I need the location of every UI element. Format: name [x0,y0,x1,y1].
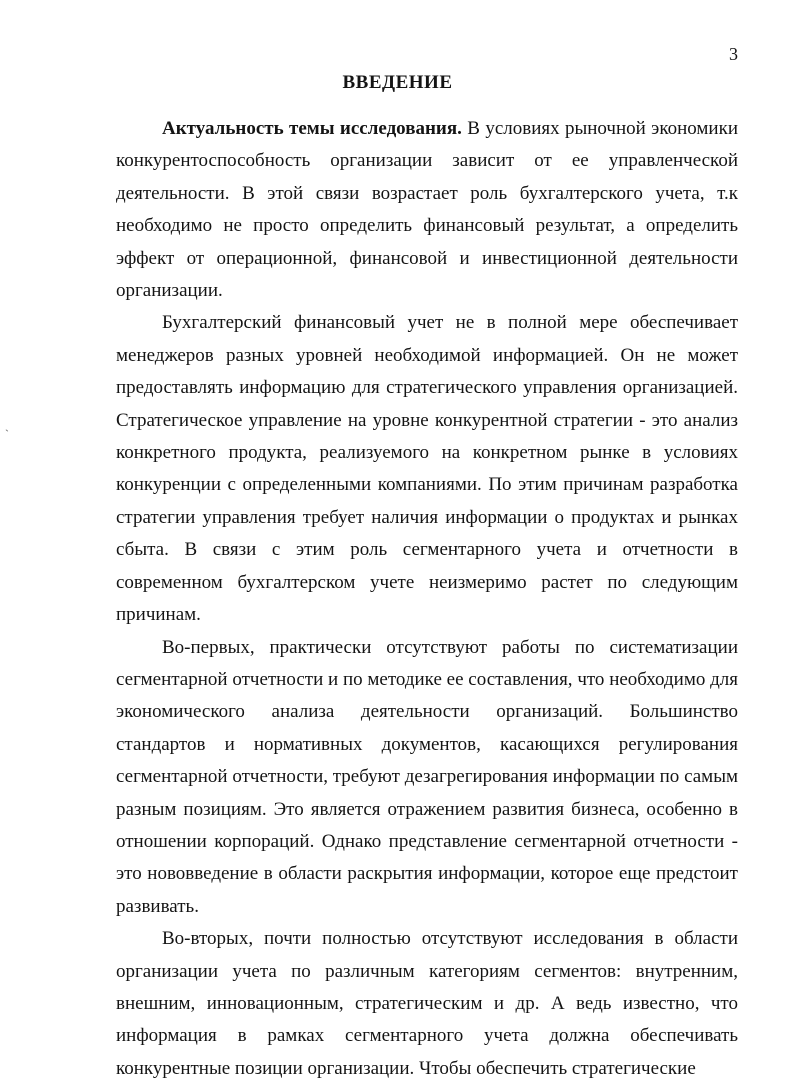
document-body [116,113,738,1085]
paragraph-1 [116,113,738,307]
paragraph-3: Во-первых, практически отсутствуют работы по систематизации сегментарной отчетности и по методике ее составления, что необходимо для экономического анализа деятельности организаций. Большинство стандартов и нормативных документов, касающихся регулирования сегментарной отчетности, требуют дезагрегирования информации по самым разным позициям. Это является отражением развития бизнеса, особенно в отношении корпораций. Однако представление сегментарной отчетности - это нововведение в области раскрытия информации, которое еще предстоит развивать. [116,636,738,917]
page-title: ВВЕДЕНИЕ [342,72,453,93]
paragraph-2: Бухгалтерский финансовый учет не в полной мере обеспечивает менеджеров разных уровней необходимой информацией. Он не может предоставлять информацию для стратегического управления организацией. Стратегическое управление на уровне конкурентной стратегии - это анализ конкретного продукта, реализуемого на конкретном рынке в условиях конкуренции с определенными компаниями. По этим причинам разработка стратегии управления требует наличия информации о продуктах и рынках сбыта. В связи с этим роль сегментарного учета и отчетности в современном бухгалтерском учете неизмеримо растет по следующим причинам. [116,312,738,626]
margin-mark: ˎ [5,418,9,432]
paragraph-text: В условиях рыночной экономики конкурентоспособность организации зависит от ее управленческой деятельности. В этой связи возрастает роль бухгалтерского учета, т.к необходимо не просто определить финансовый результат, а определить эффект от операционной, финансовой и инвестиционной деятельности организации. [116,118,739,302]
page-number: 3 [729,44,738,64]
paragraph-lead: Актуальность темы исследования. [162,118,462,139]
paragraph-4: Во-вторых, почти полностью отсутствуют исследования в области организации учета по различным категориям сегментов: внутренним, внешним, инновационным, стратегическим и др. А ведь известно, что информация в рамках сегментарного учета должна обеспечивать конкурентные позиции организации. Чтобы обеспечить стратегические [116,928,738,1079]
